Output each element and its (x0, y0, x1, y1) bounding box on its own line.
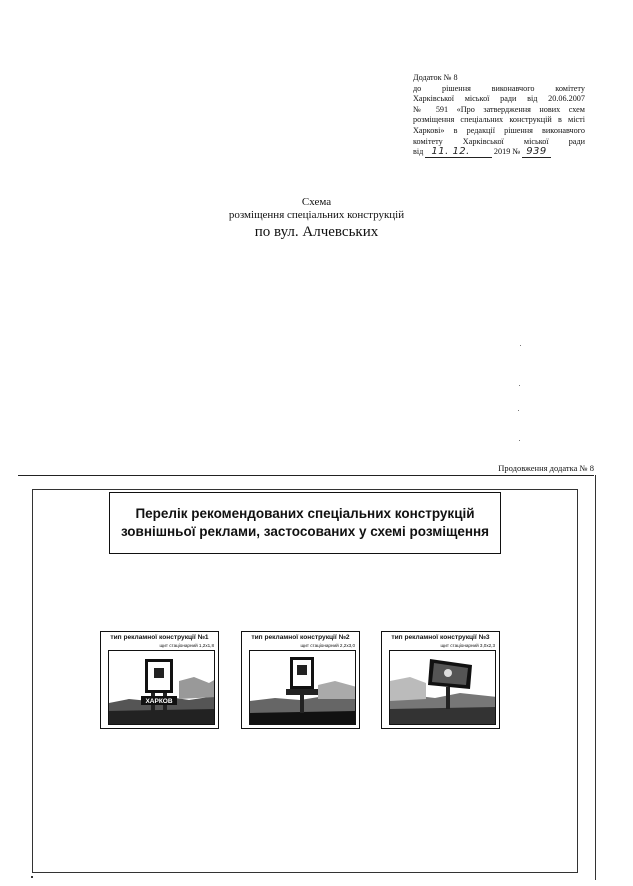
title-line-3: по вул. Алчевських (254, 224, 379, 240)
construction-type-card (241, 631, 360, 729)
list-banner (109, 492, 501, 554)
divider-line (18, 475, 594, 476)
card-size: щит стаціонарний 2,2х3,0 (300, 643, 355, 648)
banner-line-2: зовнішньої реклами, застосованих у схемі розміщення (120, 524, 490, 539)
handwritten-date: 11. 12. (425, 146, 492, 158)
card-title: тип рекламної конструкції №1 (110, 634, 209, 641)
scan-speck (518, 410, 519, 411)
date-prefix: від (413, 147, 424, 157)
appendix-line: Харківської міської ради від 20.06.2007 (413, 94, 585, 104)
appendix-line: комітету Харківської міської ради (413, 136, 585, 146)
billboard-photo (249, 650, 356, 725)
card-title: тип рекламної конструкції №3 (391, 634, 490, 641)
appendix-line: розміщення спеціальних конструкцій в місті (413, 115, 585, 125)
frame-edge (595, 475, 596, 880)
construction-type-card (100, 631, 219, 729)
appendix-line: Додаток № 8 (413, 73, 458, 82)
billboard-photo (108, 650, 215, 725)
scan-speck (519, 440, 520, 441)
title-line-1: Схема (301, 196, 332, 208)
scan-speck (519, 385, 520, 386)
card-size: щит стаціонарний 3,0х2,3 (440, 643, 495, 648)
appendix-date-line (413, 147, 585, 158)
construction-type-card (381, 631, 500, 729)
appendix-line: № 591 «Про затвердження нових схем (413, 104, 585, 114)
card-title: тип рекламної конструкції №2 (251, 634, 350, 641)
appendix-header (413, 73, 585, 158)
year-text: 2019 № (493, 147, 521, 157)
appendix-line: Харкові» в редакції рішення виконавчого (413, 125, 585, 135)
scan-speck (31, 876, 33, 878)
appendix-line: до рішення виконавчого комітету (413, 83, 585, 93)
billboard-photo (389, 650, 496, 725)
banner-line-1: Перелік рекомендованих спеціальних конструкцій (135, 506, 475, 521)
handwritten-number: 939 (522, 146, 551, 158)
continuation-label: Продовження додатка № 8 (498, 463, 594, 473)
title-line-2: розміщення спеціальних конструкцій (228, 209, 405, 221)
billboard-sign-text: ХАРКОВ (145, 698, 173, 705)
scan-speck (520, 345, 521, 346)
card-size: щит стаціонарний 1,2х1,8 (159, 643, 214, 648)
